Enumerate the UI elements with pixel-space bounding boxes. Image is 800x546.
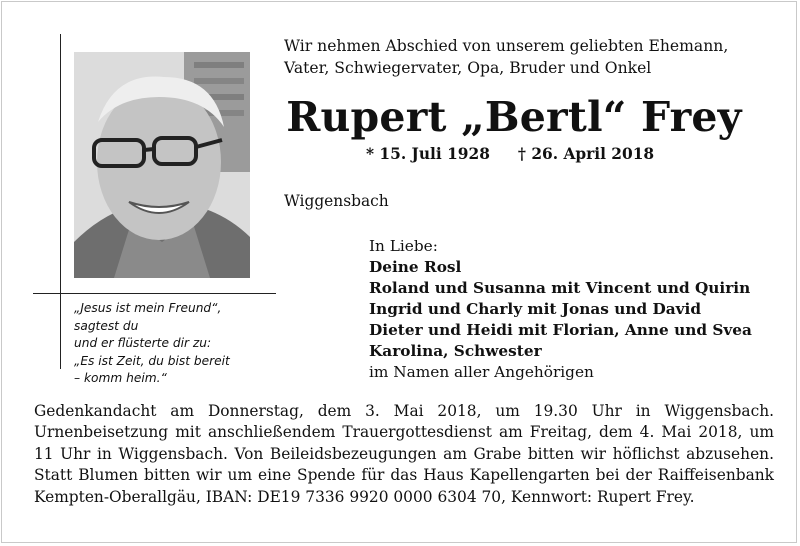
portrait-photo [74, 52, 250, 278]
mourners-block [369, 236, 789, 383]
portrait-illustration [74, 52, 250, 278]
life-dates [366, 145, 654, 163]
death-date: † 26. April 2018 [517, 145, 655, 163]
mourner-line: Ingrid und Charly mit Jonas und David [369, 300, 702, 318]
service-notice: Gedenkandacht am Donnerstag, dem 3. Mai 2018, um 19.30 Uhr in Wiggensbach. Urnenbeisetzung mit anschließendem Trauergottesdienst am Freitag, dem 4. Mai 2018, um 11 Uhr in Wiggensbach. Von Beileidsbezeugungen am Grabe bitten wir höflichst abzusehen. Statt Blumen bitten wir um eine Spende für das Haus Kapellengarten bei der Raiffeisenbank Kempten-Oberallgäu, IBAN: DE19 7336 9920 0000 6304 70, Kennwort: Rupert Frey. [34, 402, 774, 506]
mourner-line: Roland und Susanna mit Vincent und Quirin [369, 279, 751, 297]
horizontal-divider [33, 293, 276, 294]
mourners-closing: im Namen aller Angehörigen [369, 363, 594, 381]
mourner-line: Deine Rosl [369, 258, 462, 276]
mourner-line: Dieter und Heidi mit Florian, Anne und Svea [369, 321, 752, 339]
vertical-divider [60, 34, 61, 369]
birth-date: * 15. Juli 1928 [366, 145, 490, 163]
mourners-intro: In Liebe: [369, 237, 438, 255]
deceased-name: Rupert „Bertl“ Frey [286, 93, 742, 141]
place-name: Wiggensbach [284, 192, 389, 210]
intro-text: Wir nehmen Abschied von unserem geliebten Ehemann, Vater, Schwiegervater, Opa, Bruder und Onkel [284, 37, 729, 77]
mourner-line: Karolina, Schwester [369, 342, 542, 360]
quote-text: „Jesus ist mein Freund“, sagtest du und er flüsterte dir zu: „Es ist Zeit, du bist bereit – komm heim.“ [74, 301, 230, 385]
